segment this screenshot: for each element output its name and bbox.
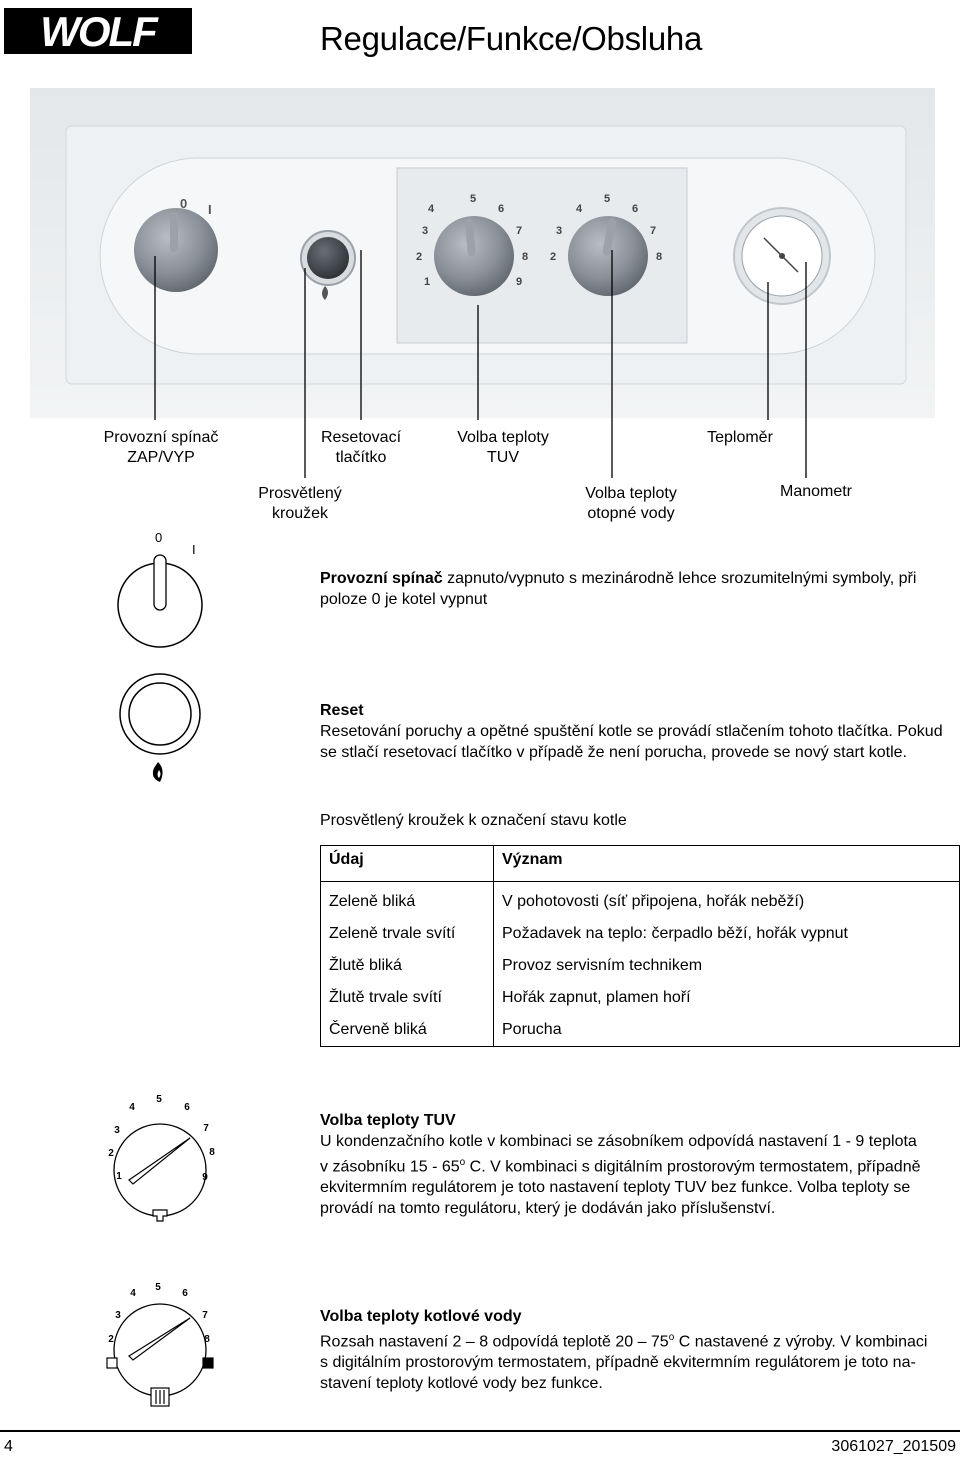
svg-text:2: 2 bbox=[108, 1334, 114, 1345]
tap-icon bbox=[153, 1210, 167, 1221]
page-title: Regulace/Funkce/Obsluha bbox=[320, 20, 702, 57]
svg-text:6: 6 bbox=[632, 203, 639, 215]
page-number: 4 bbox=[4, 1438, 13, 1455]
logo-text: WOLF bbox=[40, 8, 156, 54]
heating-dial-icon bbox=[95, 1280, 225, 1410]
status-meanings: V pohotovosti (síť připojena, hořák neběží) Požadavek na teplo: čerpadlo běží, hořák vypnut Provoz servisním technikem Hořák zapnut, plamen hoří Porucha bbox=[494, 882, 960, 1047]
svg-text:4: 4 bbox=[129, 1102, 135, 1113]
switch-icon bbox=[110, 530, 220, 660]
svg-text:7: 7 bbox=[202, 1310, 208, 1321]
svg-text:8: 8 bbox=[656, 251, 663, 263]
svg-text:7: 7 bbox=[650, 225, 657, 237]
svg-text:5: 5 bbox=[156, 1094, 162, 1105]
radiator-small-icon bbox=[107, 1358, 117, 1368]
label-ring: Prosvětlený kroužek bbox=[258, 485, 342, 522]
label-thermometer: Teploměr bbox=[707, 429, 773, 446]
status-col-indication: Údaj bbox=[321, 846, 494, 882]
svg-text:2: 2 bbox=[108, 1148, 114, 1159]
svg-text:3: 3 bbox=[422, 225, 429, 237]
label-reset: Resetovací tlačítko bbox=[320, 429, 402, 466]
svg-text:3: 3 bbox=[115, 1310, 121, 1321]
svg-text:I: I bbox=[192, 542, 196, 557]
svg-text:5: 5 bbox=[155, 1282, 161, 1293]
radiator-icon bbox=[151, 1388, 169, 1406]
label-tuv: Volba teploty TUV bbox=[457, 429, 549, 466]
status-indications: Zeleně bliká Zeleně trvale svítí Žlutě bliká Žlutě trvale svítí Červeně bliká bbox=[321, 882, 494, 1047]
svg-text:6: 6 bbox=[498, 203, 505, 215]
svg-text:4: 4 bbox=[428, 203, 435, 215]
label-manometer: Manometr bbox=[779, 483, 853, 500]
leader-lines bbox=[0, 0, 960, 500]
tuv-dial-icon bbox=[95, 1088, 225, 1228]
svg-text:2: 2 bbox=[550, 251, 557, 263]
svg-text:0: 0 bbox=[155, 530, 163, 545]
flame-icon bbox=[153, 762, 163, 782]
ring-table-title: Prosvětlený kroužek k označení stavu kotle bbox=[320, 812, 627, 829]
label-switch: Provozní spínač ZAP/VYP bbox=[103, 429, 219, 466]
svg-text:8: 8 bbox=[522, 251, 529, 263]
svg-text:3: 3 bbox=[556, 225, 563, 237]
svg-text:4: 4 bbox=[130, 1288, 136, 1299]
document-id: 3061027_201509 bbox=[831, 1438, 956, 1455]
svg-text:1: 1 bbox=[116, 1171, 122, 1182]
svg-text:5: 5 bbox=[604, 193, 611, 205]
svg-text:I: I bbox=[208, 202, 212, 217]
svg-text:1: 1 bbox=[424, 276, 431, 288]
svg-text:4: 4 bbox=[576, 203, 583, 215]
svg-text:6: 6 bbox=[184, 1102, 190, 1113]
svg-text:0: 0 bbox=[180, 196, 188, 211]
svg-text:9: 9 bbox=[516, 276, 523, 288]
svg-text:8: 8 bbox=[204, 1334, 210, 1345]
svg-text:3: 3 bbox=[114, 1125, 120, 1136]
svg-text:2: 2 bbox=[416, 251, 423, 263]
svg-text:7: 7 bbox=[516, 225, 523, 237]
svg-text:6: 6 bbox=[182, 1288, 188, 1299]
switch-description: Provozní spínač zapnuto/vypnuto s mezinárodně lehce srozumitelnými symboly, při poloze 0 je kotel vypnut bbox=[320, 570, 917, 608]
footer-rule bbox=[0, 1430, 960, 1432]
status-col-meaning: Význam bbox=[494, 846, 960, 882]
status-table bbox=[320, 845, 960, 1047]
svg-text:9: 9 bbox=[202, 1172, 208, 1183]
reset-description: Reset Resetování poruchy a opětné spuštění kotle se provádí stlačením tohoto tlačítka. Pokud se stlačí resetovací tlačítko v případě že není porucha, provede se nový start kotle. bbox=[320, 702, 943, 761]
tuv-description: Volba teploty TUV U kondenzačního kotle v kombinaci se zásobníkem odpovídá nastavení 1 - 9 teplota v zásobníku 15 - 65$^o$ C. V kombinaci s digitálním prostorovým termostatem, případně ekvitermním regulátorem je toto nastavení teploty TUV bez funkce. Volba teploty se provádí na tomto regulátoru, který je dodáván jako příslušenství. bbox=[320, 1112, 921, 1218]
reset-button-icon bbox=[110, 672, 220, 792]
svg-text:8: 8 bbox=[209, 1147, 215, 1158]
svg-text:7: 7 bbox=[203, 1123, 209, 1134]
svg-text:5: 5 bbox=[470, 193, 477, 205]
label-heating: Volba teploty otopné vody bbox=[585, 485, 677, 522]
heating-description: Volba teploty kotlové vody Rozsah nastavení 2 – 8 odpovídá teplotě 20 – 75$^o$ C nastavené z výroby. V kombinaci s digitálním prostorovým termostatem, případně ekvitermním regulátorem je toto na- stavení teploty kotlové vody bez funkce. bbox=[320, 1308, 928, 1393]
flame-small-icon bbox=[203, 1358, 213, 1368]
